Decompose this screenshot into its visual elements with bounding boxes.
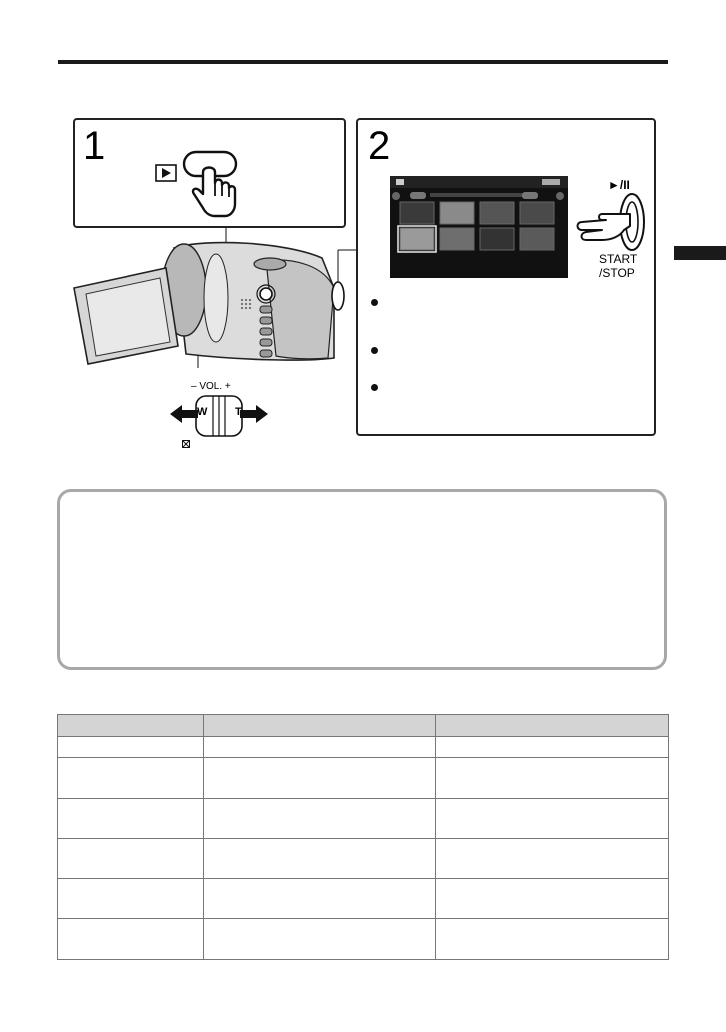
table-cell xyxy=(203,879,436,919)
header-rule xyxy=(58,60,668,64)
note-box xyxy=(57,489,667,670)
table-header-cell xyxy=(436,715,669,737)
table-header-cell xyxy=(203,715,436,737)
section-side-tab xyxy=(674,246,726,260)
table-header-cell xyxy=(58,715,204,737)
table-cell xyxy=(436,879,669,919)
zoom-lever-illustration[interactable] xyxy=(168,394,270,438)
table-cell xyxy=(203,799,436,839)
table-cell xyxy=(203,839,436,879)
index-view-icon xyxy=(182,440,190,448)
table-cell xyxy=(436,737,669,758)
bullet-3 xyxy=(371,384,378,391)
table-cell xyxy=(436,758,669,799)
table-cell xyxy=(436,839,669,879)
playback-button-press-icon xyxy=(181,150,241,224)
playback-mode-icon xyxy=(155,164,177,182)
table-cell xyxy=(436,919,669,960)
table-cell xyxy=(203,758,436,799)
table-cell xyxy=(58,758,204,799)
table-row xyxy=(58,737,669,758)
bullet-1 xyxy=(371,299,378,306)
table-row xyxy=(58,839,669,879)
index-screen-illustration xyxy=(390,176,568,278)
table-header-row xyxy=(58,715,669,737)
table-cell xyxy=(58,919,204,960)
play-pause-label: ►/II xyxy=(608,178,630,192)
table-row xyxy=(58,799,669,839)
step-2-panel xyxy=(356,118,656,436)
step-1-number: 1 xyxy=(83,124,106,168)
table-cell xyxy=(436,799,669,839)
start-label: START xyxy=(599,252,638,266)
step-1-panel xyxy=(73,118,346,228)
start-stop-button-press-icon[interactable] xyxy=(572,192,648,252)
table-cell xyxy=(203,919,436,960)
table-row xyxy=(58,879,669,919)
table-cell xyxy=(58,839,204,879)
table-row xyxy=(58,919,669,960)
table-cell xyxy=(58,737,204,758)
camcorder-illustration xyxy=(66,228,356,378)
zoom-wide-label: W xyxy=(197,406,208,418)
stop-label: /STOP xyxy=(599,266,635,280)
table-row xyxy=(58,758,669,799)
bullet-2 xyxy=(371,347,378,354)
table-cell xyxy=(203,737,436,758)
table-cell xyxy=(58,799,204,839)
zoom-tele-label: T xyxy=(235,406,242,418)
table-cell xyxy=(58,879,204,919)
volume-label: – VOL. + xyxy=(191,381,231,392)
operations-table xyxy=(57,714,669,960)
step-2-number: 2 xyxy=(368,124,391,168)
